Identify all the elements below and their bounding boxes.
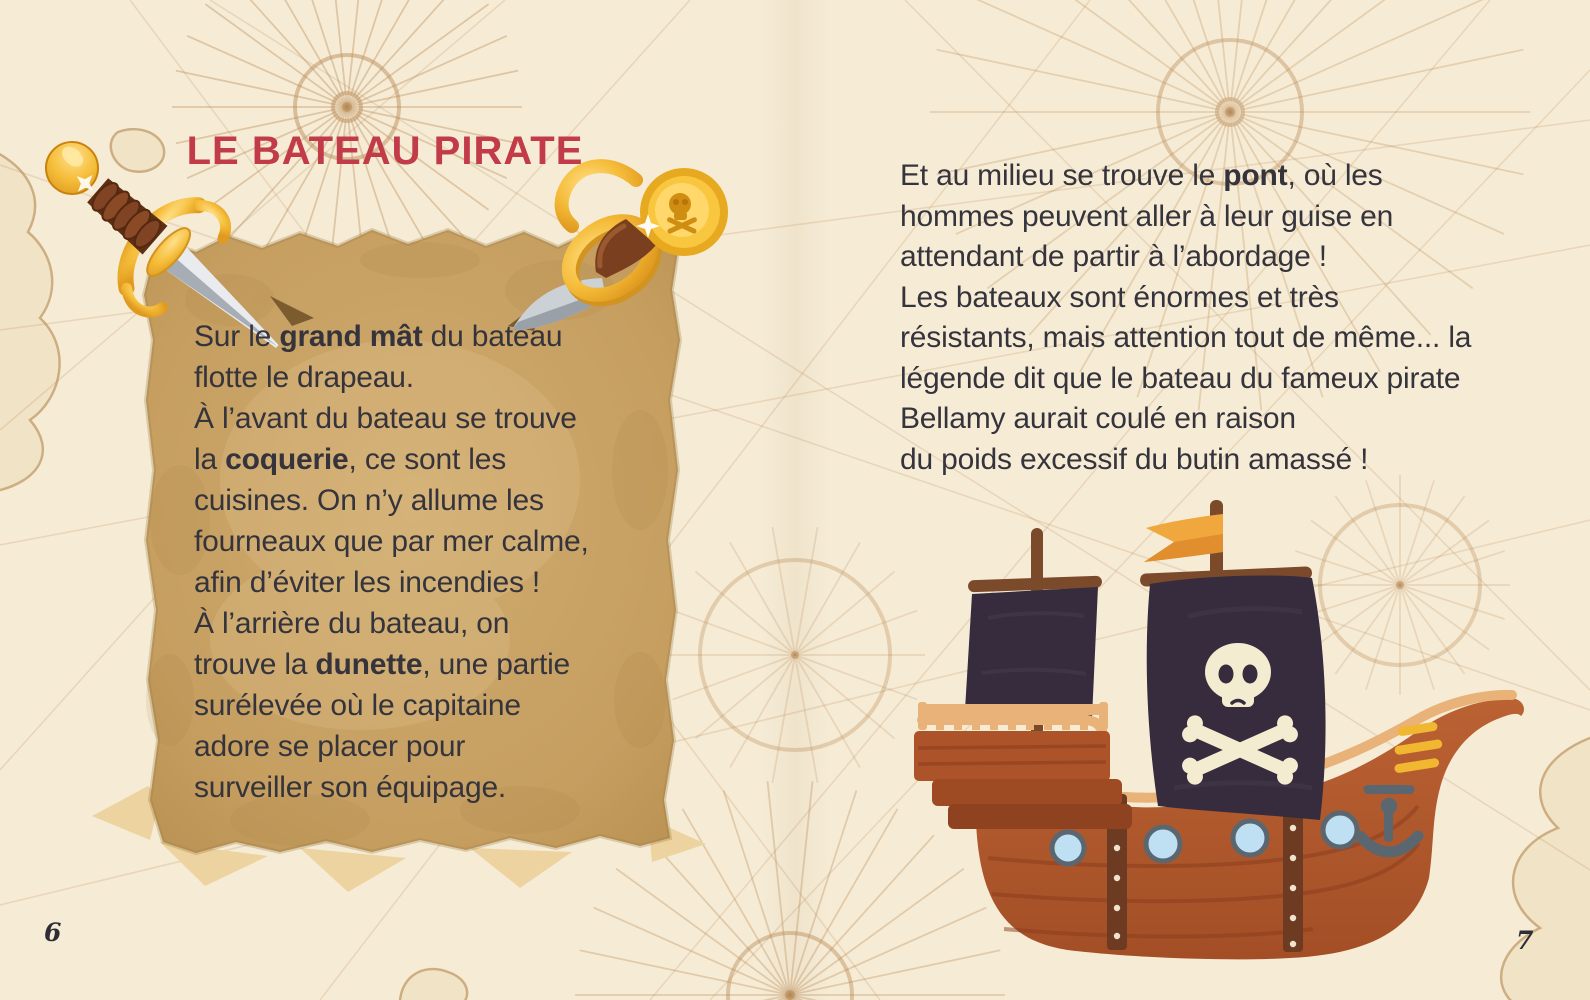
text-line: surveiller son équipage.: [194, 771, 507, 804]
text-line: Bellamy aurait coulé en raison: [900, 402, 1296, 435]
text-line: du poids excessif du butin amassé !: [900, 442, 1369, 476]
text-line: légende dit que le bateau du fameux pirate: [900, 361, 1461, 395]
text-line: À l’arrière du bateau, on: [194, 607, 510, 640]
text-line: trouve la dunette, une partie: [194, 648, 571, 681]
scroll-text: [194, 316, 644, 808]
text-line: fourneaux que par mer calme,: [194, 525, 589, 558]
text-line: cuisines. On n’y allume les: [194, 484, 544, 517]
rear-sail: [965, 587, 1098, 718]
text-line: adore se placer pour: [194, 730, 466, 763]
page-title: LE BATEAU PIRATE: [186, 128, 584, 173]
text-line: Les bateaux sont énormes et très: [900, 280, 1339, 314]
text-line: attendant de partir à l’abordage !: [900, 240, 1327, 273]
text-line: hommes peuvent aller à leur guise en: [900, 199, 1394, 233]
text-line: résistants, mais attention tout de même... la: [900, 321, 1472, 354]
text-line: surélevée où le capitaine: [194, 689, 521, 722]
text-line: Sur le grand mât du bateau: [194, 320, 563, 353]
text-line: afin d’éviter les incendies !: [194, 566, 541, 599]
text-line: flotte le drapeau.: [194, 361, 414, 394]
text-line: Et au milieu se trouve le pont, où les: [900, 159, 1383, 192]
pirate-ship-illustration: [888, 488, 1544, 985]
body-text: [900, 156, 1560, 480]
main-sail: [1147, 576, 1326, 820]
page-number-left: 6: [44, 918, 62, 947]
text-line: la coquerie, ce sont les: [194, 443, 507, 476]
text-line: À l’avant du bateau se trouve: [194, 402, 577, 435]
page-number-right: 7: [1516, 926, 1534, 955]
